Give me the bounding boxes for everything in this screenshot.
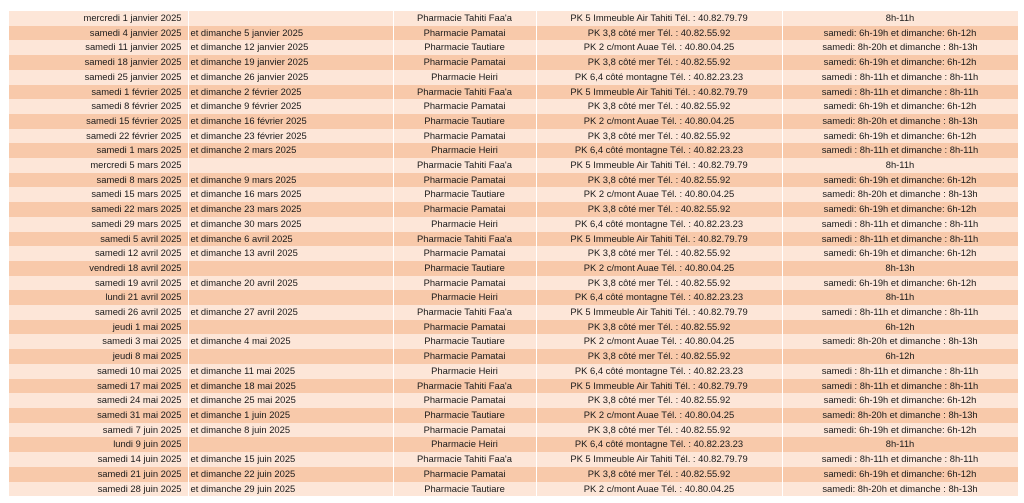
opening-hours: samedi : 8h-11h et dimanche : 8h-11h	[782, 232, 1018, 247]
table-row	[9, 423, 1018, 438]
duty-end-date: et dimanche 4 mai 2025	[188, 334, 393, 349]
table-row	[9, 85, 1018, 100]
pharmacy-name: Pharmacie Pamatai	[393, 129, 536, 144]
duty-start-date: samedi 29 mars 2025	[9, 217, 188, 232]
table-row	[9, 408, 1018, 423]
pharmacy-address-phone: PK 3,8 côté mer Tél. : 40.82.55.92	[536, 349, 782, 364]
duty-end-date: et dimanche 5 janvier 2025	[188, 26, 393, 41]
opening-hours: samedi: 8h-20h et dimanche : 8h-13h	[782, 187, 1018, 202]
duty-start-date: lundi 9 juin 2025	[9, 437, 188, 452]
duty-end-date: et dimanche 30 mars 2025	[188, 217, 393, 232]
pharmacy-duty-table	[9, 11, 1019, 496]
duty-start-date: samedi 28 juin 2025	[9, 482, 188, 497]
duty-start-date: samedi 4 janvier 2025	[9, 26, 188, 41]
duty-start-date: samedi 22 février 2025	[9, 129, 188, 144]
duty-end-date: et dimanche 13 avril 2025	[188, 246, 393, 261]
pharmacy-address-phone: PK 2 c/mont Auae Tél. : 40.80.04.25	[536, 261, 782, 276]
table-row	[9, 173, 1018, 188]
duty-start-date: lundi 21 avril 2025	[9, 290, 188, 305]
table-row	[9, 467, 1018, 482]
pharmacy-address-phone: PK 3,8 côté mer Tél. : 40.82.55.92	[536, 467, 782, 482]
opening-hours: samedi: 6h-19h et dimanche: 6h-12h	[782, 129, 1018, 144]
duty-end-date	[188, 11, 393, 26]
table-row	[9, 143, 1018, 158]
table-row	[9, 482, 1018, 497]
table-row	[9, 261, 1018, 276]
pharmacy-name: Pharmacie Pamatai	[393, 276, 536, 291]
duty-end-date: et dimanche 12 janvier 2025	[188, 40, 393, 55]
opening-hours: samedi: 8h-20h et dimanche : 8h-13h	[782, 482, 1018, 497]
opening-hours: 8h-13h	[782, 261, 1018, 276]
pharmacy-address-phone: PK 5 Immeuble Air Tahiti Tél. : 40.82.79.79	[536, 379, 782, 394]
duty-start-date: samedi 7 juin 2025	[9, 423, 188, 438]
pharmacy-address-phone: PK 6,4 côté montagne Tél. : 40.82.23.23	[536, 290, 782, 305]
pharmacy-name: Pharmacie Tautiare	[393, 187, 536, 202]
opening-hours: samedi : 8h-11h et dimanche : 8h-11h	[782, 143, 1018, 158]
pharmacy-address-phone: PK 2 c/mont Auae Tél. : 40.80.04.25	[536, 114, 782, 129]
duty-end-date: et dimanche 2 février 2025	[188, 85, 393, 100]
table-row	[9, 349, 1018, 364]
pharmacy-name: Pharmacie Tahiti Faa'a	[393, 305, 536, 320]
table-row	[9, 40, 1018, 55]
opening-hours: 8h-11h	[782, 290, 1018, 305]
duty-start-date: jeudi 1 mai 2025	[9, 320, 188, 335]
opening-hours: samedi : 8h-11h et dimanche : 8h-11h	[782, 305, 1018, 320]
pharmacy-name: Pharmacie Pamatai	[393, 173, 536, 188]
pharmacy-name: Pharmacie Tautiare	[393, 114, 536, 129]
pharmacy-address-phone: PK 6,4 côté montagne Tél. : 40.82.23.23	[536, 364, 782, 379]
duty-end-date: et dimanche 27 avril 2025	[188, 305, 393, 320]
duty-end-date: et dimanche 22 juin 2025	[188, 467, 393, 482]
table-row	[9, 11, 1018, 26]
table-row	[9, 334, 1018, 349]
pharmacy-name: Pharmacie Heiri	[393, 364, 536, 379]
pharmacy-address-phone: PK 3,8 côté mer Tél. : 40.82.55.92	[536, 55, 782, 70]
pharmacy-name: Pharmacie Heiri	[393, 437, 536, 452]
opening-hours: samedi: 6h-19h et dimanche: 6h-12h	[782, 99, 1018, 114]
opening-hours: 6h-12h	[782, 349, 1018, 364]
table-row	[9, 99, 1018, 114]
opening-hours: 8h-11h	[782, 158, 1018, 173]
duty-start-date: samedi 5 avril 2025	[9, 232, 188, 247]
opening-hours: samedi : 8h-11h et dimanche : 8h-11h	[782, 85, 1018, 100]
duty-start-date: samedi 14 juin 2025	[9, 452, 188, 467]
opening-hours: 6h-12h	[782, 320, 1018, 335]
table-row	[9, 217, 1018, 232]
duty-start-date: samedi 26 avril 2025	[9, 305, 188, 320]
pharmacy-name: Pharmacie Tahiti Faa'a	[393, 452, 536, 467]
pharmacy-name: Pharmacie Heiri	[393, 70, 536, 85]
duty-end-date	[188, 349, 393, 364]
pharmacy-address-phone: PK 3,8 côté mer Tél. : 40.82.55.92	[536, 26, 782, 41]
duty-start-date: samedi 1 février 2025	[9, 85, 188, 100]
table-row	[9, 452, 1018, 467]
table-row	[9, 437, 1018, 452]
opening-hours: samedi: 6h-19h et dimanche: 6h-12h	[782, 423, 1018, 438]
pharmacy-address-phone: PK 2 c/mont Auae Tél. : 40.80.04.25	[536, 40, 782, 55]
pharmacy-name: Pharmacie Tahiti Faa'a	[393, 85, 536, 100]
duty-start-date: samedi 21 juin 2025	[9, 467, 188, 482]
table-row	[9, 276, 1018, 291]
pharmacy-name: Pharmacie Pamatai	[393, 99, 536, 114]
table-row	[9, 129, 1018, 144]
opening-hours: samedi: 6h-19h et dimanche: 6h-12h	[782, 26, 1018, 41]
duty-end-date: et dimanche 16 février 2025	[188, 114, 393, 129]
pharmacy-address-phone: PK 3,8 côté mer Tél. : 40.82.55.92	[536, 129, 782, 144]
pharmacy-name: Pharmacie Pamatai	[393, 26, 536, 41]
table-row	[9, 320, 1018, 335]
duty-start-date: samedi 12 avril 2025	[9, 246, 188, 261]
duty-start-date: samedi 24 mai 2025	[9, 393, 188, 408]
pharmacy-name: Pharmacie Heiri	[393, 143, 536, 158]
pharmacy-name: Pharmacie Pamatai	[393, 55, 536, 70]
pharmacy-name: Pharmacie Heiri	[393, 290, 536, 305]
duty-start-date: samedi 8 février 2025	[9, 99, 188, 114]
duty-start-date: samedi 3 mai 2025	[9, 334, 188, 349]
pharmacy-address-phone: PK 5 Immeuble Air Tahiti Tél. : 40.82.79.79	[536, 232, 782, 247]
pharmacy-name: Pharmacie Tautiare	[393, 261, 536, 276]
table-row	[9, 364, 1018, 379]
opening-hours: samedi : 8h-11h et dimanche : 8h-11h	[782, 70, 1018, 85]
pharmacy-name: Pharmacie Pamatai	[393, 467, 536, 482]
duty-start-date: samedi 11 janvier 2025	[9, 40, 188, 55]
pharmacy-name: Pharmacie Pamatai	[393, 393, 536, 408]
duty-start-date: samedi 1 mars 2025	[9, 143, 188, 158]
pharmacy-name: Pharmacie Tahiti Faa'a	[393, 11, 536, 26]
pharmacy-name: Pharmacie Tautiare	[393, 40, 536, 55]
duty-start-date: samedi 22 mars 2025	[9, 202, 188, 217]
pharmacy-address-phone: PK 3,8 côté mer Tél. : 40.82.55.92	[536, 173, 782, 188]
table-row	[9, 202, 1018, 217]
duty-start-date: mercredi 1 janvier 2025	[9, 11, 188, 26]
duty-end-date: et dimanche 29 juin 2025	[188, 482, 393, 497]
opening-hours: samedi : 8h-11h et dimanche : 8h-11h	[782, 364, 1018, 379]
pharmacy-name: Pharmacie Pamatai	[393, 349, 536, 364]
pharmacy-address-phone: PK 3,8 côté mer Tél. : 40.82.55.92	[536, 99, 782, 114]
duty-end-date: et dimanche 15 juin 2025	[188, 452, 393, 467]
pharmacy-address-phone: PK 3,8 côté mer Tél. : 40.82.55.92	[536, 276, 782, 291]
pharmacy-address-phone: PK 6,4 côté montagne Tél. : 40.82.23.23	[536, 217, 782, 232]
duty-end-date: et dimanche 1 juin 2025	[188, 408, 393, 423]
duty-end-date: et dimanche 23 mars 2025	[188, 202, 393, 217]
table-row	[9, 232, 1018, 247]
table-row	[9, 305, 1018, 320]
pharmacy-address-phone: PK 3,8 côté mer Tél. : 40.82.55.92	[536, 246, 782, 261]
duty-end-date: et dimanche 16 mars 2025	[188, 187, 393, 202]
opening-hours: samedi: 8h-20h et dimanche : 8h-13h	[782, 114, 1018, 129]
pharmacy-name: Pharmacie Tahiti Faa'a	[393, 232, 536, 247]
opening-hours: 8h-11h	[782, 437, 1018, 452]
pharmacy-address-phone: PK 2 c/mont Auae Tél. : 40.80.04.25	[536, 408, 782, 423]
pharmacy-address-phone: PK 6,4 côté montagne Tél. : 40.82.23.23	[536, 70, 782, 85]
opening-hours: samedi : 8h-11h et dimanche : 8h-11h	[782, 452, 1018, 467]
duty-end-date: et dimanche 20 avril 2025	[188, 276, 393, 291]
pharmacy-address-phone: PK 2 c/mont Auae Tél. : 40.80.04.25	[536, 187, 782, 202]
duty-end-date: et dimanche 8 juin 2025	[188, 423, 393, 438]
duty-start-date: samedi 18 janvier 2025	[9, 55, 188, 70]
duty-end-date	[188, 320, 393, 335]
opening-hours: samedi: 6h-19h et dimanche: 6h-12h	[782, 202, 1018, 217]
table-row	[9, 55, 1018, 70]
duty-end-date: et dimanche 9 mars 2025	[188, 173, 393, 188]
duty-end-date	[188, 158, 393, 173]
pharmacy-name: Pharmacie Pamatai	[393, 423, 536, 438]
table-row	[9, 393, 1018, 408]
duty-start-date: mercredi 5 mars 2025	[9, 158, 188, 173]
pharmacy-name: Pharmacie Heiri	[393, 217, 536, 232]
pharmacy-name: Pharmacie Pamatai	[393, 246, 536, 261]
pharmacy-duty-table-body	[9, 11, 1018, 496]
table-row	[9, 187, 1018, 202]
duty-start-date: samedi 15 février 2025	[9, 114, 188, 129]
table-row	[9, 70, 1018, 85]
duty-start-date: samedi 19 avril 2025	[9, 276, 188, 291]
duty-end-date: et dimanche 11 mai 2025	[188, 364, 393, 379]
opening-hours: samedi: 8h-20h et dimanche : 8h-13h	[782, 408, 1018, 423]
duty-end-date	[188, 290, 393, 305]
duty-start-date: samedi 31 mai 2025	[9, 408, 188, 423]
duty-start-date: samedi 25 janvier 2025	[9, 70, 188, 85]
pharmacy-address-phone: PK 5 Immeuble Air Tahiti Tél. : 40.82.79.79	[536, 85, 782, 100]
pharmacy-address-phone: PK 3,8 côté mer Tél. : 40.82.55.92	[536, 320, 782, 335]
opening-hours: samedi: 6h-19h et dimanche: 6h-12h	[782, 393, 1018, 408]
duty-end-date: et dimanche 2 mars 2025	[188, 143, 393, 158]
opening-hours: samedi: 6h-19h et dimanche: 6h-12h	[782, 467, 1018, 482]
opening-hours: samedi: 8h-20h et dimanche : 8h-13h	[782, 334, 1018, 349]
opening-hours: samedi: 6h-19h et dimanche: 6h-12h	[782, 276, 1018, 291]
table-row	[9, 246, 1018, 261]
duty-end-date: et dimanche 26 janvier 2025	[188, 70, 393, 85]
pharmacy-name: Pharmacie Tahiti Faa'a	[393, 158, 536, 173]
pharmacy-address-phone: PK 3,8 côté mer Tél. : 40.82.55.92	[536, 202, 782, 217]
duty-end-date	[188, 437, 393, 452]
duty-end-date: et dimanche 23 février 2025	[188, 129, 393, 144]
duty-end-date: et dimanche 19 janvier 2025	[188, 55, 393, 70]
table-row	[9, 379, 1018, 394]
duty-start-date: samedi 17 mai 2025	[9, 379, 188, 394]
pharmacy-address-phone: PK 5 Immeuble Air Tahiti Tél. : 40.82.79.79	[536, 11, 782, 26]
pharmacy-address-phone: PK 2 c/mont Auae Tél. : 40.80.04.25	[536, 334, 782, 349]
opening-hours: samedi: 8h-20h et dimanche : 8h-13h	[782, 40, 1018, 55]
duty-start-date: jeudi 8 mai 2025	[9, 349, 188, 364]
duty-end-date: et dimanche 6 avril 2025	[188, 232, 393, 247]
duty-end-date: et dimanche 18 mai 2025	[188, 379, 393, 394]
duty-start-date: samedi 8 mars 2025	[9, 173, 188, 188]
pharmacy-name: Pharmacie Tautiare	[393, 334, 536, 349]
pharmacy-name: Pharmacie Tautiare	[393, 408, 536, 423]
duty-end-date: et dimanche 9 février 2025	[188, 99, 393, 114]
table-row	[9, 26, 1018, 41]
opening-hours: samedi: 6h-19h et dimanche: 6h-12h	[782, 55, 1018, 70]
duty-end-date	[188, 261, 393, 276]
pharmacy-address-phone: PK 3,8 côté mer Tél. : 40.82.55.92	[536, 423, 782, 438]
opening-hours: samedi : 8h-11h et dimanche : 8h-11h	[782, 379, 1018, 394]
table-row	[9, 158, 1018, 173]
opening-hours: 8h-11h	[782, 11, 1018, 26]
pharmacy-address-phone: PK 5 Immeuble Air Tahiti Tél. : 40.82.79.79	[536, 452, 782, 467]
duty-start-date: samedi 15 mars 2025	[9, 187, 188, 202]
pharmacy-name: Pharmacie Tahiti Faa'a	[393, 379, 536, 394]
opening-hours: samedi: 6h-19h et dimanche: 6h-12h	[782, 246, 1018, 261]
opening-hours: samedi : 8h-11h et dimanche : 8h-11h	[782, 217, 1018, 232]
pharmacy-address-phone: PK 6,4 côté montagne Tél. : 40.82.23.23	[536, 143, 782, 158]
table-row	[9, 290, 1018, 305]
pharmacy-address-phone: PK 5 Immeuble Air Tahiti Tél. : 40.82.79.79	[536, 158, 782, 173]
table-row	[9, 114, 1018, 129]
pharmacy-name: Pharmacie Pamatai	[393, 202, 536, 217]
pharmacy-address-phone: PK 3,8 côté mer Tél. : 40.82.55.92	[536, 393, 782, 408]
duty-end-date: et dimanche 25 mai 2025	[188, 393, 393, 408]
pharmacy-address-phone: PK 5 Immeuble Air Tahiti Tél. : 40.82.79.79	[536, 305, 782, 320]
pharmacy-address-phone: PK 2 c/mont Auae Tél. : 40.80.04.25	[536, 482, 782, 497]
duty-start-date: samedi 10 mai 2025	[9, 364, 188, 379]
pharmacy-address-phone: PK 6,4 côté montagne Tél. : 40.82.23.23	[536, 437, 782, 452]
opening-hours: samedi: 6h-19h et dimanche: 6h-12h	[782, 173, 1018, 188]
duty-start-date: vendredi 18 avril 2025	[9, 261, 188, 276]
pharmacy-name: Pharmacie Tautiare	[393, 482, 536, 497]
pharmacy-name: Pharmacie Pamatai	[393, 320, 536, 335]
